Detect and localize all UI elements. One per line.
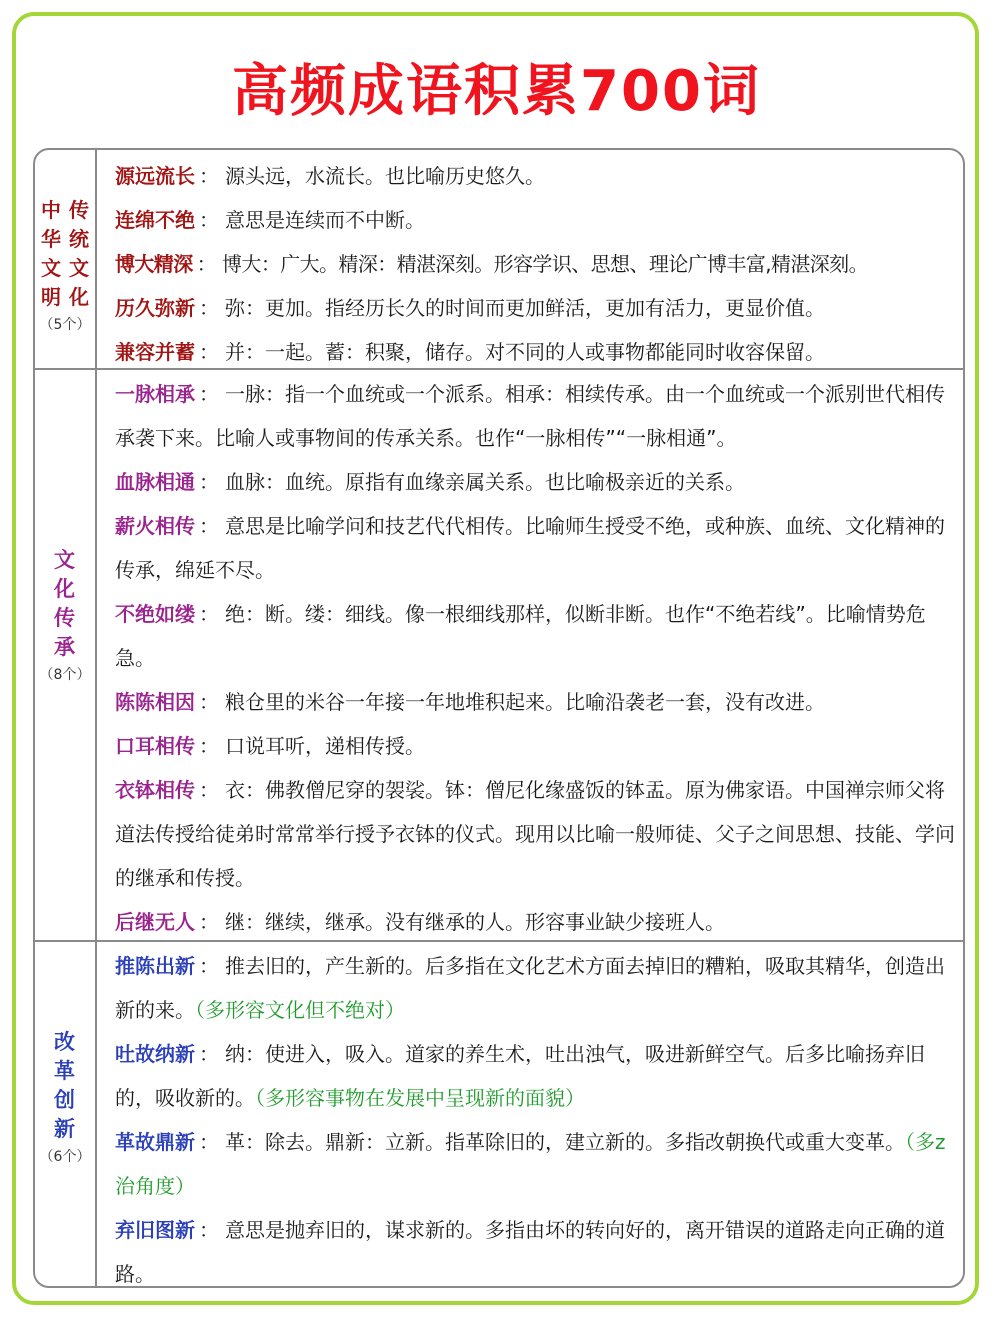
idiom-definition: 弥：更加。指经历长久的时间而更加鲜活，更加有活力，更显价值。 [225, 296, 825, 320]
idiom-entry: 衣钵相传 ： 衣：佛教僧尼穿的袈裟。钵：僧尼化缘盛饭的钵盂。原为佛家语。中国禅宗师父将道法传授给徒弟时常常举行授予衣钵的仪式。现用以比喻一般师徒、父子之间思想、技能、学问的继承和传授。 [115, 778, 955, 890]
idiom-term: 吐故纳新 [115, 1042, 195, 1066]
idiom-entry: 陈陈相因 ： 粮仓里的米谷一年接一年地堆积起来。比喻沿袭老一套，没有改进。 [115, 690, 825, 714]
idiom-term: 博大精深 [115, 252, 193, 276]
idiom-entry: 源远流长 ： 源头远，水流长。也比喻历史悠久。 [115, 164, 545, 188]
idiom-entry: 吐故纳新 ： 纳：使进入，吸入。道家的养生术，吐出浊气，吸进新鲜空气。后多比喻扬弃旧的，吸收新的。（多形容事物在发展中呈现新的面貌） [115, 1042, 925, 1110]
idiom-entry: 历久弥新 ： 弥：更加。指经历长久的时间而更加鲜活，更加有活力，更显价值。 [115, 296, 825, 320]
idiom-definition: 意思是连续而不中断。 [225, 208, 425, 232]
idiom-entry: 后继无人 ： 继：继续，继承。没有继承的人。形容事业缺少接班人。 [115, 910, 725, 934]
category-reform-innovation [35, 1028, 95, 1168]
idiom-definition: 推去旧的，产生新的。后多指在文化艺术方面去掉旧的糟粕，吸取其精华，创造出新的来。 [115, 954, 945, 1022]
idiom-entry: 薪火相传 ： 意思是比喻学问和技艺代代相传。比喻师生授受不绝，或种族、血统、文化精神的传承，绵延不尽。 [115, 514, 945, 582]
idiom-definition: 博大：广大。精深：精湛深刻。形容学识、思想、理论广博丰富,精湛深刻。 [222, 252, 868, 276]
idiom-table [33, 148, 965, 1288]
idiom-definition: 并：一起。蓄：积聚，储存。对不同的人或事物都能同时收容保留。 [225, 340, 825, 364]
idiom-note: （多形容事物在发展中呈现新的面貌） [255, 1086, 585, 1110]
idiom-entry: 兼容并蓄 ： 并：一起。蓄：积聚，储存。对不同的人或事物都能同时收容保留。 [115, 340, 825, 364]
category-label-chinese-civilization: 中华文明 [41, 198, 61, 309]
idiom-definition: 继：继续，继承。没有继承的人。形容事业缺少接班人。 [225, 910, 725, 934]
idiom-term: 弃旧图新 [115, 1218, 195, 1242]
idiom-entry: 口耳相传 ： 口说耳听，递相传授。 [115, 734, 425, 758]
idiom-term: 一脉相承 [115, 382, 195, 406]
idiom-entry: 连绵不绝 ： 意思是连续而不中断。 [115, 208, 425, 232]
idiom-entry: 推陈出新 ： 推去旧的，产生新的。后多指在文化艺术方面去掉旧的糟粕，吸取其精华，创造出新的来。（多形容文化但不绝对） [115, 954, 945, 1022]
idiom-definition: 源头远，水流长。也比喻历史悠久。 [225, 164, 545, 188]
category-label: 文化传承 [54, 548, 76, 659]
idiom-term: 口耳相传 [115, 734, 195, 758]
idiom-definition: 一脉：指一个血统或一个派系。相承：相续传承。由一个血统或一个派别世代相传承袭下来。比喻人或事物间的传承关系。也作“一脉相传”“一脉相通”。 [115, 382, 945, 450]
idiom-definition: 粮仓里的米谷一年接一年地堆积起来。比喻沿袭老一套，没有改进。 [225, 690, 825, 714]
idiom-term: 历久弥新 [115, 296, 195, 320]
category-count: （6个） [39, 1149, 91, 1165]
category-chinese-civilization [35, 196, 95, 336]
category-count: （5个） [39, 317, 91, 333]
idiom-term: 革故鼎新 [115, 1130, 195, 1154]
idiom-definition: 意思是抛弃旧的，谋求新的。多指由坏的转向好的，离开错误的道路走向正确的道路。 [115, 1218, 945, 1286]
category-label-traditional-culture: 传统文化 [69, 198, 89, 309]
idiom-term: 源远流长 [115, 164, 195, 188]
category-label: 改革创新 [54, 1030, 76, 1141]
idiom-definition: 口说耳听，递相传授。 [225, 734, 425, 758]
idiom-term: 后继无人 [115, 910, 195, 934]
idiom-term: 薪火相传 [115, 514, 195, 538]
idiom-term: 不绝如缕 [115, 602, 195, 626]
idiom-definition: 纳：使进入，吸入。道家的养生术，吐出浊气，吸进新鲜空气。后多比喻扬弃旧的，吸收新的。 [115, 1042, 925, 1110]
idiom-definition: 绝：断。缕：细线。像一根细线那样，似断非断。也作“不绝若线”。比喻情势危急。 [115, 602, 926, 670]
category-cultural-heritage [35, 546, 95, 686]
idiom-definition: 意思是比喻学问和技艺代代相传。比喻师生授受不绝，或种族、血统、文化精神的传承，绵延不尽。 [115, 514, 945, 582]
idiom-entry: 血脉相通 ： 血脉：血统。原指有血缘亲属关系。也比喻极亲近的关系。 [115, 470, 745, 494]
idiom-term: 推陈出新 [115, 954, 195, 978]
idiom-entry: 一脉相承 ： 一脉：指一个血统或一个派系。相承：相续传承。由一个血统或一个派别世代相传承袭下来。比喻人或事物间的传承关系。也作“一脉相传”“一脉相通”。 [115, 382, 945, 450]
page-title: 高频成语积累700词 [232, 59, 761, 124]
idiom-term: 衣钵相传 [115, 778, 195, 802]
section-cultural-heritage [115, 372, 955, 944]
idiom-entry: 革故鼎新 ： 革：除去。鼎新：立新。指革除旧的，建立新的。多指改朝换代或重大变革。（多z治角度） [115, 1130, 946, 1198]
idiom-note: （多形容文化但不绝对） [195, 998, 405, 1022]
section-chinese-civilization [115, 154, 955, 374]
idiom-term: 陈陈相因 [115, 690, 195, 714]
idiom-entry: 不绝如缕 ： 绝：断。缕：细线。像一根细线那样，似断非断。也作“不绝若线”。比喻情势危急。 [115, 602, 926, 670]
section-reform-innovation [115, 944, 955, 1288]
idiom-term: 连绵不绝 [115, 208, 195, 232]
idiom-note: （多z治角度） [115, 1130, 946, 1198]
idiom-definition: 血脉：血统。原指有血缘亲属关系。也比喻极亲近的关系。 [225, 470, 745, 494]
idiom-term: 兼容并蓄 [115, 340, 195, 364]
category-count: （8个） [39, 667, 91, 683]
idiom-entry: 博大精深 ： 博大：广大。精深：精湛深刻。形容学识、思想、理论广博丰富,精湛深刻。 [115, 252, 868, 276]
idiom-term: 血脉相通 [115, 470, 195, 494]
idiom-definition: 衣：佛教僧尼穿的袈裟。钵：僧尼化缘盛饭的钵盂。原为佛家语。中国禅宗师父将道法传授给徒弟时常常举行授予衣钵的仪式。现用以比喻一般师徒、父子之间思想、技能、学问的继承和传授。 [115, 778, 955, 890]
column-divider [95, 150, 97, 1286]
idiom-definition: 革：除去。鼎新：立新。指革除旧的，建立新的。多指改朝换代或重大变革。 [225, 1130, 905, 1154]
idiom-entry: 弃旧图新 ： 意思是抛弃旧的，谋求新的。多指由坏的转向好的，离开错误的道路走向正确的道路。 [115, 1218, 945, 1286]
